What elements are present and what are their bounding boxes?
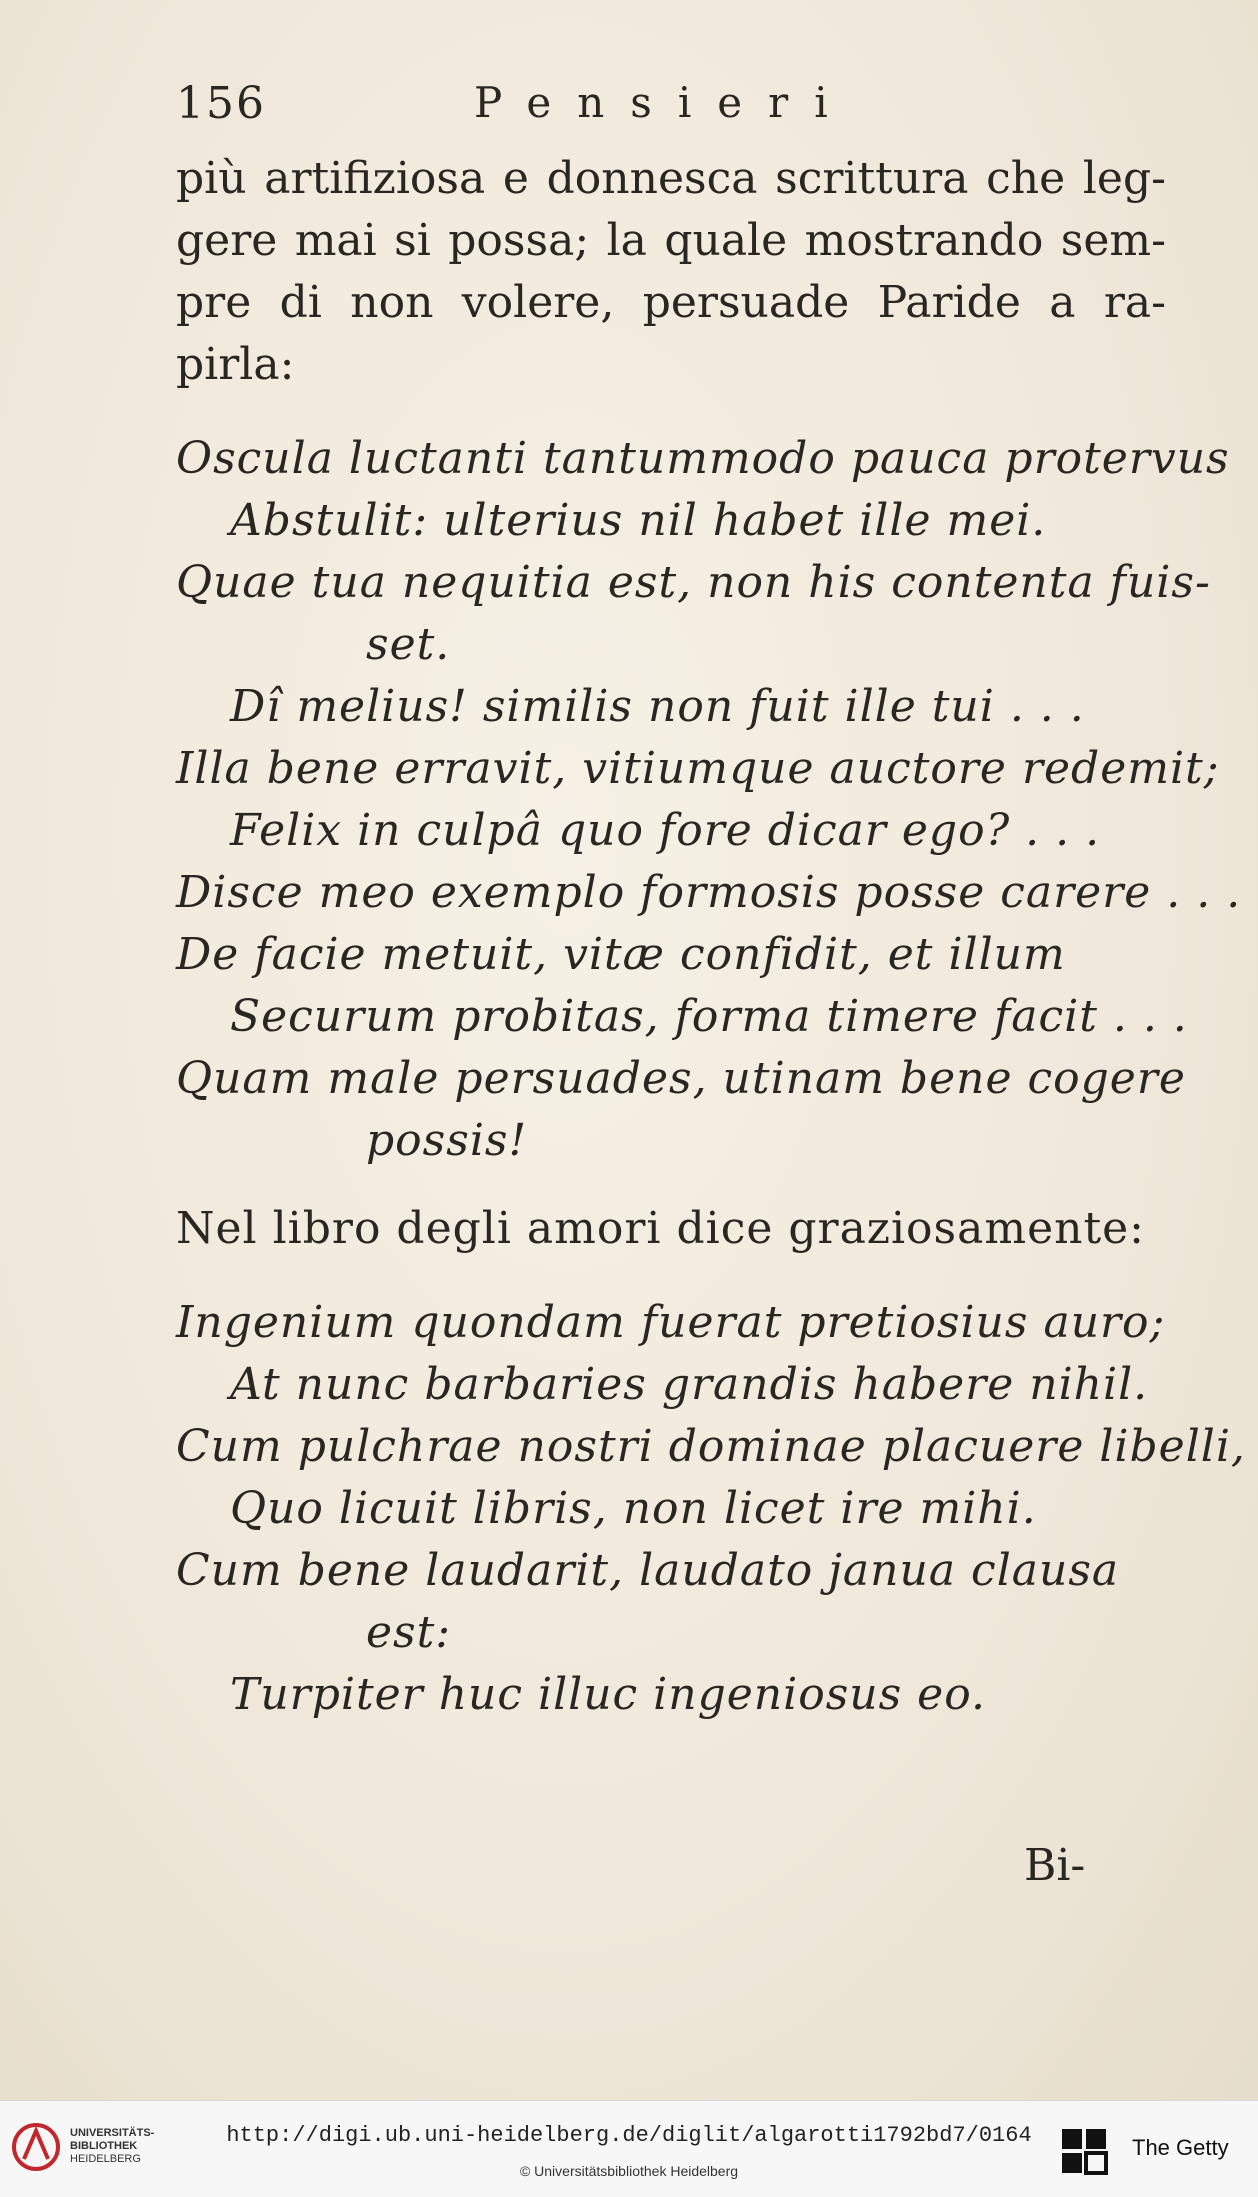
verse-block-2 xyxy=(176,1292,1246,1726)
partner-name: The Getty xyxy=(1132,2135,1229,2160)
catchword: Bi- xyxy=(1024,1840,1086,1891)
verse-line: Quam male persuades, utinam bene cogere xyxy=(176,1053,1186,1104)
verse-line: Cum bene laudarit, laudato janua clausa xyxy=(176,1545,1120,1596)
verse-line: Illa bene erravit, vitiumque auctore redemit; xyxy=(176,743,1220,794)
prose-paragraph-2: Nel libro degli amori dice graziosamente: xyxy=(176,1203,1145,1254)
verse-line: De facie metuit, vitæ confidit, et illum xyxy=(176,929,1066,980)
verse-line: Disce meo exemplo formosis posse carere . . . xyxy=(176,867,1242,918)
page-text xyxy=(176,148,1246,1726)
verse-line: At nunc barbaries grandis habere nihil. xyxy=(230,1359,1149,1410)
verse-block-1 xyxy=(176,428,1242,1172)
prose-line: pre di non volere, persuade Paride a ra- xyxy=(176,277,1166,328)
prose-line: pirla: xyxy=(176,339,295,390)
verse-line: Felix in culpâ quo fore dicar ego? . . . xyxy=(230,805,1101,856)
prose-line: più artifiziosa e donnesca scrittura che leg- xyxy=(176,153,1166,204)
permalink-url[interactable]: http://digi.ub.uni-heidelberg.de/diglit/algarotti1792bd7/0164 xyxy=(226,2123,1032,2148)
verse-line: Oscula luctanti tantummodo pauca protervus xyxy=(176,433,1230,484)
running-head: Pensieri xyxy=(474,78,854,127)
verse-line: Quae tua nequitia est, non his contenta fuis- xyxy=(176,557,1211,608)
verse-line: Abstulit: ulterius nil habet ille mei. xyxy=(230,495,1047,546)
verse-line: Turpiter huc illuc ingeniosus eo. xyxy=(230,1669,986,1720)
verse-line: Quo licuit libris, non licet ire mihi. xyxy=(230,1483,1037,1534)
page-header xyxy=(176,78,1156,138)
prose-line: gere mai si possa; la quale mostrando sem- xyxy=(176,215,1166,266)
prose-paragraph-1 xyxy=(176,148,1166,396)
verse-line: est: xyxy=(366,1607,452,1658)
page-number: 156 xyxy=(176,78,266,129)
verse-line: Securum probitas, forma timere facit . . . xyxy=(230,991,1188,1042)
verse-line: Ingenium quondam fuerat pretiosius auro; xyxy=(176,1297,1166,1348)
library-name: UNIVERSITÄTS- BIBLIOTHEK HEIDELBERG xyxy=(70,2127,155,2165)
verse-line: Dî melius! similis non fuit ille tui . . . xyxy=(230,681,1085,732)
verse-line: set. xyxy=(366,619,451,670)
getty-logo-icon xyxy=(1058,2125,1110,2177)
verse-line: possis! xyxy=(366,1115,528,1166)
viewer-footer xyxy=(0,2100,1258,2197)
copyright-notice: © Universitätsbibliothek Heidelberg xyxy=(519,2163,739,2179)
verse-line: Cum pulchrae nostri dominae placuere libelli, xyxy=(176,1421,1246,1472)
